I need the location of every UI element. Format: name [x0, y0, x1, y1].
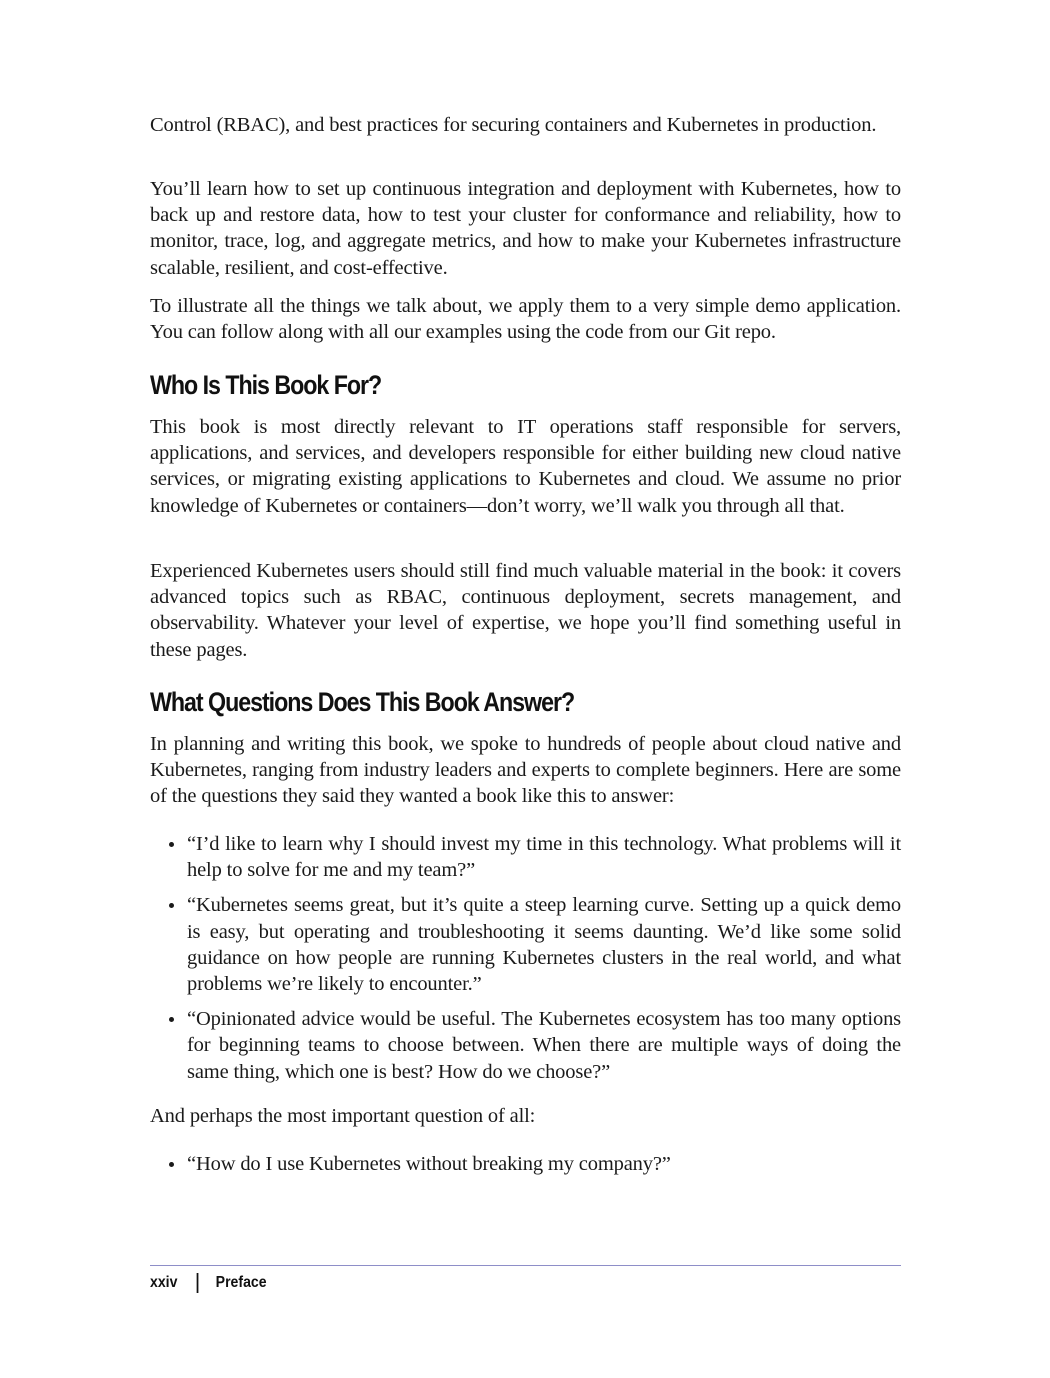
paragraph-rbac-continuation: Control (RBAC), and best practices for securing containers and Kubernetes in production. [150, 114, 877, 136]
footer-separator [197, 1273, 198, 1293]
list-item [150, 1151, 901, 1177]
heading-who-is-this-book-for: Who Is This Book For? [150, 370, 382, 400]
bullet-icon [169, 1017, 174, 1022]
bullet-text: “Kubernetes seems great, but it’s quite a steep learning curve. Setting up a quick demo is easy, but operating and troubleshooting it seems daunting. We’d like some solid guidance on how people are running Kubernetes clusters in the real world, and what problems we’re likely to encounter.” [187, 894, 901, 996]
bullet-text: “Opinionated advice would be useful. The Kubernetes ecosystem has too many options for beginning teams to choose between. When there are multiple ways of doing the same thing, which one is best? How do we choose?” [187, 1008, 901, 1083]
paragraph-experienced-users: Experienced Kubernetes users should still find much valuable material in the book: it covers advanced topics such as RBAC, continuous deployment, secrets management, and observability. Whatever your level of expertise, we hope you’ll find something useful in these pages. [150, 560, 901, 661]
bullet-text: “How do I use Kubernetes without breaking my company?” [187, 1153, 671, 1175]
questions-bullet-list [150, 831, 901, 1094]
paragraph-questions-intro: In planning and writing this book, we spoke to hundreds of people about cloud native and Kubernetes, ranging from industry leaders and experts to complete beginners. Here are some of the questions they said they wanted a book like this to answer: [150, 733, 901, 808]
bullet-icon [169, 842, 174, 847]
footer-section-title: Preface [215, 1274, 267, 1291]
paragraph-most-important-question: And perhaps the most important question of all: [150, 1105, 536, 1127]
paragraph-you-will-learn: You’ll learn how to set up continuous integration and deployment with Kubernetes, how to back up and restore data, how to test your cluster for conformance and reliability, how to monitor, trace, log, and aggregate metrics, and how to make your Kubernetes infrastructure scalable, resilient, and cost-effective. [150, 178, 901, 279]
page-number: xxiv [150, 1274, 178, 1291]
paragraph-audience: This book is most directly relevant to IT operations staff responsible for servers, applications, and services, and developers responsible for either building new cloud native services, or migrating existing applications to Kubernetes and cloud. We assume no prior knowledge of Kubernetes or containers—don’t worry, we’ll walk you through all that. [150, 416, 901, 517]
page-footer [150, 1271, 267, 1295]
bullet-text: “I’d like to learn why I should invest my time in this technology. What problems will it help to solve for me and my team?” [187, 833, 901, 882]
heading-what-questions: What Questions Does This Book Answer? [150, 687, 575, 717]
list-item [150, 1006, 901, 1085]
list-item [150, 892, 901, 997]
paragraph-demo-application: To illustrate all the things we talk about, we apply them to a very simple demo application. You can follow along with all our examples using the code from our Git repo. [150, 295, 901, 344]
bullet-icon [169, 1162, 174, 1167]
footer-divider [150, 1265, 901, 1266]
final-question-list [150, 1151, 901, 1186]
list-item [150, 831, 901, 883]
bullet-icon [169, 903, 174, 908]
